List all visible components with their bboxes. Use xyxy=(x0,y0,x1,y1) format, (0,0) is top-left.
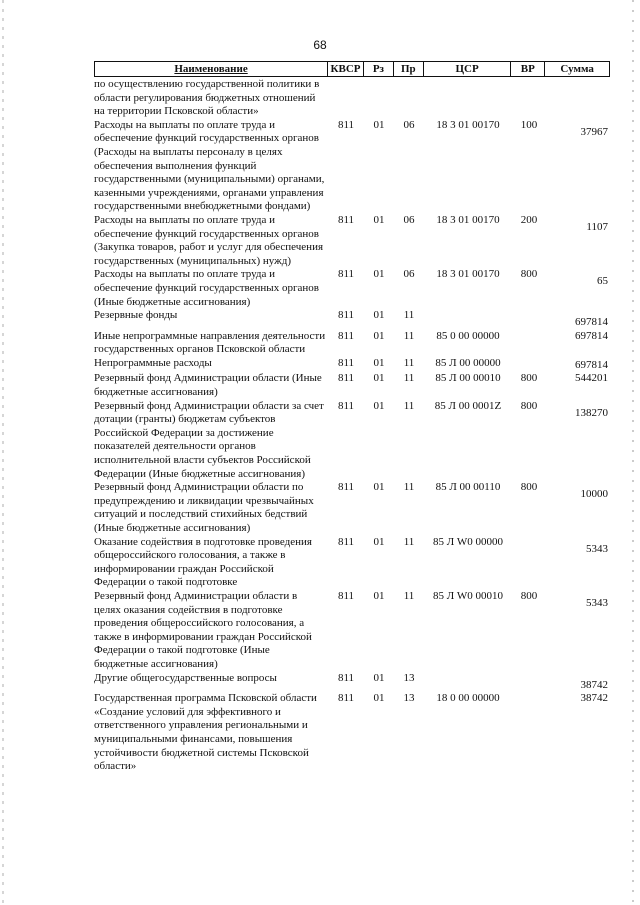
row-vr: 200 xyxy=(520,213,538,226)
row-pr: 11 xyxy=(403,481,415,494)
row-vr: 800 xyxy=(520,481,538,494)
row-kvsr: 811 xyxy=(337,671,355,684)
header-rz: Рз xyxy=(364,62,394,76)
row-name: Расходы на выплаты по оплате труда и обеспечение функций государственных органов (Расходы на выплаты персоналу в целях обеспечения выполнения функций государственными (муниципальными) органами, казенными учреждениями, органами управления государственными внебюджетными фондами) xyxy=(94,118,325,213)
table-row xyxy=(94,481,610,535)
table-row xyxy=(94,214,610,268)
row-rz: 01 xyxy=(373,671,385,684)
row-csr: 18 0 00 00000 xyxy=(436,692,500,705)
row-pr: 11 xyxy=(403,372,415,385)
row-kvsr: 811 xyxy=(337,399,355,412)
row-pr: 13 xyxy=(403,692,415,705)
row-sum: 65 xyxy=(597,275,608,288)
row-rz: 01 xyxy=(373,268,385,281)
table-row xyxy=(94,590,610,672)
row-kvsr xyxy=(328,78,364,119)
row-pr: 06 xyxy=(403,213,415,226)
row-rz: 01 xyxy=(373,372,385,385)
header-csr: ЦСР xyxy=(424,62,512,76)
table-row xyxy=(94,268,610,309)
table-row xyxy=(94,372,610,399)
row-vr: 800 xyxy=(520,589,538,602)
row-pr: 06 xyxy=(403,268,415,281)
table-row xyxy=(94,78,610,119)
row-vr xyxy=(512,78,546,119)
row-name: Резервный фонд Администрации области в целях оказания содействия в подготовке проведения общероссийского голосования, а также в информировании граждан Российской Федерации о такой подготовке (Иные бюджетные ассигнования) xyxy=(94,589,312,670)
row-vr xyxy=(512,357,546,373)
row-csr: 85 Л 00 00110 xyxy=(435,481,501,494)
table-row xyxy=(94,309,610,330)
row-csr: 85 Л W0 00010 xyxy=(432,589,504,602)
row-pr: 06 xyxy=(403,118,415,131)
table-row xyxy=(94,672,610,693)
row-pr: 13 xyxy=(403,671,415,684)
row-vr: 800 xyxy=(520,399,538,412)
row-sum: 697814 xyxy=(575,329,608,342)
row-kvsr: 811 xyxy=(337,692,355,705)
row-pr: 11 xyxy=(403,399,415,412)
page-number: 68 xyxy=(313,38,327,52)
table-row xyxy=(94,357,610,373)
row-kvsr: 811 xyxy=(337,535,355,548)
budget-table xyxy=(94,61,610,774)
row-rz: 01 xyxy=(373,535,385,548)
row-sum: 38742 xyxy=(580,692,608,705)
table-header xyxy=(94,61,610,77)
row-sum: 697814 xyxy=(575,358,608,371)
row-sum: 138270 xyxy=(575,406,608,419)
row-pr: 11 xyxy=(403,589,415,602)
table-row xyxy=(94,119,610,214)
row-csr: 18 3 01 00170 xyxy=(436,118,500,131)
header-pr: Пр xyxy=(394,62,424,76)
row-pr: 11 xyxy=(403,329,415,342)
row-csr: 85 Л W0 00000 xyxy=(432,535,504,548)
row-pr: 11 xyxy=(403,309,415,322)
row-pr: 11 xyxy=(403,535,415,548)
row-pr xyxy=(394,78,424,119)
row-name: Резервный фонд Администрации области (Иные бюджетные ассигнования) xyxy=(94,372,322,399)
row-csr: 18 3 01 00170 xyxy=(436,268,500,281)
row-rz xyxy=(364,78,394,119)
header-kvsr: КВСР xyxy=(328,62,364,76)
row-kvsr: 811 xyxy=(337,589,355,602)
table-row xyxy=(94,330,610,357)
row-vr: 100 xyxy=(520,118,538,131)
header-name: Наименование xyxy=(95,62,328,76)
row-sum: 1107 xyxy=(586,220,608,233)
row-name: Резервные фонды xyxy=(94,309,178,322)
row-kvsr: 811 xyxy=(337,309,355,322)
row-name: Другие общегосударственные вопросы xyxy=(94,671,277,684)
row-vr: 800 xyxy=(520,372,538,385)
row-csr: 85 Л 00 00010 xyxy=(435,372,501,385)
row-name: Государственная программа Псковской области «Создание условий для эффективного и ответственного управления региональными и муниципальными финансами, повышения устойчивости бюджетной системы Псковской области» xyxy=(94,692,317,773)
header-vr: ВР xyxy=(511,62,545,76)
row-sum: 10000 xyxy=(580,488,608,501)
row-kvsr: 811 xyxy=(337,481,355,494)
table-row xyxy=(94,400,610,482)
row-name: Иные непрограммные направления деятельности государственных органов Псковской области xyxy=(94,329,326,356)
row-vr xyxy=(512,672,546,693)
row-rz: 01 xyxy=(373,692,385,705)
row-csr: 85 Л 00 0001Z xyxy=(434,399,502,412)
row-name: Расходы на выплаты по оплате труда и обеспечение функций государственных органов (Иные бюджетные ассигнования) xyxy=(94,268,319,308)
row-sum: 38742 xyxy=(580,678,608,691)
row-vr xyxy=(512,309,546,330)
row-kvsr: 811 xyxy=(337,118,355,131)
row-name: Резервный фонд Администрации области по предупреждению и ликвидации чрезвычайных ситуаций и последствий стихийных бедствий (Иные бюджетные ассигнования) xyxy=(94,481,314,534)
row-sum: 697814 xyxy=(575,316,608,329)
row-rz: 01 xyxy=(373,399,385,412)
row-csr xyxy=(424,672,512,693)
row-pr: 11 xyxy=(403,356,415,369)
row-vr: 800 xyxy=(520,268,538,281)
row-rz: 01 xyxy=(373,589,385,602)
row-rz: 01 xyxy=(373,309,385,322)
row-csr: 85 Л 00 00000 xyxy=(435,356,501,369)
row-sum xyxy=(546,78,610,119)
scan-edge-right xyxy=(632,0,634,905)
row-csr xyxy=(424,309,512,330)
header-sum: Сумма xyxy=(560,63,594,75)
row-name: Оказание содействия в подготовке проведения общероссийского голосования, а также в информировании граждан Российской Федерации о такой подготовке xyxy=(94,535,312,589)
row-vr xyxy=(512,536,546,590)
row-vr xyxy=(512,692,546,774)
row-kvsr: 811 xyxy=(337,213,355,226)
row-sum: 37967 xyxy=(580,125,608,138)
row-name: Резервный фонд Администрации области за счет дотации (гранты) бюджетам субъектов Российской Федерации за достижение показателей деятельности органов исполнительной власти субъектов Российской Федерации (Иные бюджетные ассигнования) xyxy=(94,399,324,480)
row-sum: 5343 xyxy=(586,542,608,555)
row-sum: 5343 xyxy=(586,596,608,609)
row-rz: 01 xyxy=(373,118,385,131)
row-kvsr: 811 xyxy=(337,356,355,369)
row-rz: 01 xyxy=(373,213,385,226)
table-row xyxy=(94,692,610,774)
row-sum: 544201 xyxy=(575,372,608,385)
table-body xyxy=(94,78,610,774)
row-csr xyxy=(424,78,512,119)
row-kvsr: 811 xyxy=(337,268,355,281)
row-rz: 01 xyxy=(373,481,385,494)
row-name: Расходы на выплаты по оплате труда и обеспечение функций государственных органов (Закупка товаров, работ и услуг для обеспечения государственных (муниципальных) нужд) xyxy=(94,213,324,267)
row-kvsr: 811 xyxy=(337,329,355,342)
row-csr: 18 3 01 00170 xyxy=(436,213,500,226)
row-rz: 01 xyxy=(373,356,385,369)
row-vr xyxy=(512,330,546,357)
scan-edge-left xyxy=(2,0,4,905)
table-row xyxy=(94,536,610,590)
row-rz: 01 xyxy=(373,329,385,342)
row-name: по осуществлению государственной политики в области регулирования бюджетных отношений на территории Псковской области» xyxy=(94,78,320,118)
row-csr: 85 0 00 00000 xyxy=(436,329,500,342)
row-name: Непрограммные расходы xyxy=(94,356,212,369)
row-kvsr: 811 xyxy=(337,372,355,385)
